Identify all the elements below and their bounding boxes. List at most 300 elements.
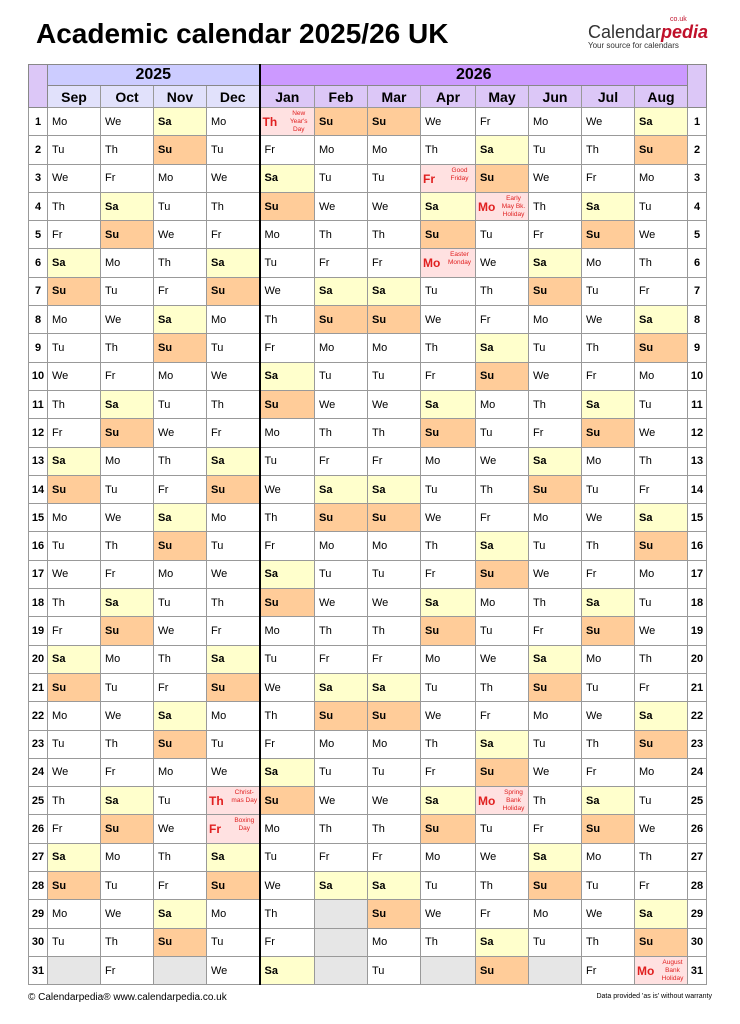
day-cell[interactable]: Tu xyxy=(421,277,476,305)
day-cell[interactable]: Th xyxy=(476,872,529,900)
day-cell[interactable]: Th xyxy=(421,730,476,758)
day-cell[interactable]: Fr xyxy=(48,617,101,645)
day-cell[interactable]: Su xyxy=(154,532,207,560)
day-cell[interactable]: Tu xyxy=(101,673,154,701)
day-cell[interactable]: Th xyxy=(635,447,688,475)
day-cell[interactable]: Fr xyxy=(368,249,421,277)
day-cell[interactable]: We xyxy=(635,617,688,645)
day-cell[interactable]: We xyxy=(101,900,154,928)
day-cell[interactable]: We xyxy=(260,277,315,305)
day-cell[interactable]: Th xyxy=(48,192,101,220)
day-cell[interactable]: Mo xyxy=(582,645,635,673)
holiday-cell[interactable] xyxy=(207,787,260,815)
day-cell[interactable]: Su xyxy=(368,108,421,136)
day-cell[interactable]: Th xyxy=(582,730,635,758)
day-cell[interactable]: Sa xyxy=(48,249,101,277)
day-cell[interactable]: Th xyxy=(529,192,582,220)
day-cell[interactable]: Mo xyxy=(582,249,635,277)
day-cell[interactable]: Su xyxy=(635,532,688,560)
day-cell[interactable]: Sa xyxy=(260,956,315,984)
day-cell[interactable]: Mo xyxy=(207,702,260,730)
day-cell[interactable]: We xyxy=(476,447,529,475)
day-cell[interactable]: Su xyxy=(154,730,207,758)
day-cell[interactable]: Fr xyxy=(368,645,421,673)
day-cell[interactable]: Sa xyxy=(154,900,207,928)
day-cell[interactable]: Su xyxy=(48,673,101,701)
day-cell[interactable]: Fr xyxy=(421,758,476,786)
day-cell[interactable]: Su xyxy=(154,136,207,164)
day-cell[interactable]: We xyxy=(101,108,154,136)
day-cell[interactable]: Mo xyxy=(529,504,582,532)
day-cell[interactable]: We xyxy=(48,758,101,786)
day-cell[interactable]: Mo xyxy=(154,758,207,786)
day-cell[interactable]: Sa xyxy=(476,928,529,956)
day-cell[interactable]: Su xyxy=(207,673,260,701)
day-cell[interactable]: Su xyxy=(368,504,421,532)
empty-day-cell[interactable] xyxy=(315,956,368,984)
day-cell[interactable]: Tu xyxy=(635,390,688,418)
day-cell[interactable]: Sa xyxy=(635,108,688,136)
day-cell[interactable]: We xyxy=(207,362,260,390)
day-cell[interactable]: Th xyxy=(582,928,635,956)
day-cell[interactable]: Sa xyxy=(476,532,529,560)
day-cell[interactable]: Tu xyxy=(368,164,421,192)
day-cell[interactable]: Tu xyxy=(315,560,368,588)
day-cell[interactable]: Th xyxy=(529,589,582,617)
day-cell[interactable]: Th xyxy=(207,390,260,418)
day-cell[interactable]: Mo xyxy=(207,306,260,334)
day-cell[interactable]: Tu xyxy=(48,334,101,362)
day-cell[interactable]: Su xyxy=(368,702,421,730)
day-cell[interactable]: Mo xyxy=(48,702,101,730)
day-cell[interactable]: Mo xyxy=(368,334,421,362)
day-cell[interactable]: Sa xyxy=(368,673,421,701)
day-cell[interactable]: Su xyxy=(315,504,368,532)
day-cell[interactable]: Fr xyxy=(476,108,529,136)
day-cell[interactable]: Mo xyxy=(368,532,421,560)
day-cell[interactable]: Tu xyxy=(529,136,582,164)
day-cell[interactable]: We xyxy=(260,475,315,503)
day-cell[interactable]: Tu xyxy=(368,362,421,390)
day-cell[interactable]: Th xyxy=(101,730,154,758)
day-cell[interactable]: Fr xyxy=(476,306,529,334)
day-cell[interactable]: Tu xyxy=(101,475,154,503)
day-cell[interactable]: Su xyxy=(154,334,207,362)
day-cell[interactable]: Sa xyxy=(421,787,476,815)
day-cell[interactable]: Sa xyxy=(207,249,260,277)
day-cell[interactable]: Th xyxy=(368,815,421,843)
day-cell[interactable]: Fr xyxy=(48,221,101,249)
day-cell[interactable]: We xyxy=(154,617,207,645)
day-cell[interactable]: Tu xyxy=(154,192,207,220)
day-cell[interactable]: Fr xyxy=(582,560,635,588)
day-cell[interactable]: We xyxy=(368,787,421,815)
day-cell[interactable]: Su xyxy=(635,334,688,362)
day-cell[interactable]: Mo xyxy=(368,928,421,956)
day-cell[interactable]: Tu xyxy=(260,645,315,673)
day-cell[interactable]: Su xyxy=(48,475,101,503)
day-cell[interactable]: Su xyxy=(260,192,315,220)
day-cell[interactable]: Fr xyxy=(421,560,476,588)
day-cell[interactable]: Sa xyxy=(101,589,154,617)
day-cell[interactable]: Fr xyxy=(421,362,476,390)
day-cell[interactable]: Tu xyxy=(582,475,635,503)
day-cell[interactable]: We xyxy=(207,758,260,786)
day-cell[interactable]: Mo xyxy=(48,108,101,136)
day-cell[interactable]: Sa xyxy=(315,872,368,900)
day-cell[interactable]: Tu xyxy=(48,928,101,956)
day-cell[interactable]: Sa xyxy=(154,108,207,136)
day-cell[interactable]: We xyxy=(582,108,635,136)
day-cell[interactable]: Fr xyxy=(476,702,529,730)
day-cell[interactable]: Su xyxy=(260,390,315,418)
day-cell[interactable]: Su xyxy=(101,221,154,249)
day-cell[interactable]: We xyxy=(315,390,368,418)
day-cell[interactable]: We xyxy=(582,702,635,730)
holiday-cell[interactable] xyxy=(421,164,476,192)
day-cell[interactable]: Th xyxy=(421,334,476,362)
holiday-cell[interactable] xyxy=(421,249,476,277)
day-cell[interactable]: We xyxy=(476,645,529,673)
day-cell[interactable]: Fr xyxy=(582,362,635,390)
day-cell[interactable]: Tu xyxy=(48,730,101,758)
day-cell[interactable]: Su xyxy=(635,928,688,956)
holiday-cell[interactable] xyxy=(476,787,529,815)
day-cell[interactable]: Th xyxy=(635,249,688,277)
day-cell[interactable]: Sa xyxy=(368,277,421,305)
day-cell[interactable]: Mo xyxy=(529,702,582,730)
day-cell[interactable]: Fr xyxy=(582,956,635,984)
day-cell[interactable]: Su xyxy=(582,617,635,645)
holiday-cell[interactable] xyxy=(260,108,315,136)
day-cell[interactable]: Sa xyxy=(260,362,315,390)
day-cell[interactable]: Tu xyxy=(154,390,207,418)
empty-day-cell[interactable] xyxy=(315,900,368,928)
day-cell[interactable]: We xyxy=(48,362,101,390)
day-cell[interactable]: Th xyxy=(315,815,368,843)
day-cell[interactable]: Tu xyxy=(154,787,207,815)
day-cell[interactable]: Mo xyxy=(421,645,476,673)
day-cell[interactable]: Su xyxy=(315,108,368,136)
day-cell[interactable]: Th xyxy=(635,645,688,673)
day-cell[interactable]: Mo xyxy=(260,221,315,249)
day-cell[interactable]: Fr xyxy=(582,164,635,192)
day-cell[interactable]: Th xyxy=(421,532,476,560)
day-cell[interactable]: Th xyxy=(260,504,315,532)
day-cell[interactable]: We xyxy=(315,589,368,617)
day-cell[interactable]: We xyxy=(368,390,421,418)
day-cell[interactable]: Mo xyxy=(48,900,101,928)
day-cell[interactable]: We xyxy=(635,815,688,843)
day-cell[interactable]: Tu xyxy=(529,928,582,956)
day-cell[interactable]: Mo xyxy=(368,730,421,758)
day-cell[interactable]: Mo xyxy=(635,362,688,390)
day-cell[interactable]: Th xyxy=(368,617,421,645)
day-cell[interactable]: Sa xyxy=(154,306,207,334)
day-cell[interactable]: Tu xyxy=(154,589,207,617)
day-cell[interactable]: We xyxy=(635,221,688,249)
day-cell[interactable]: Mo xyxy=(635,560,688,588)
day-cell[interactable]: Fr xyxy=(207,617,260,645)
day-cell[interactable]: We xyxy=(582,900,635,928)
day-cell[interactable]: Th xyxy=(315,221,368,249)
day-cell[interactable]: Sa xyxy=(315,673,368,701)
day-cell[interactable]: Mo xyxy=(154,560,207,588)
day-cell[interactable]: Fr xyxy=(260,928,315,956)
day-cell[interactable]: Su xyxy=(154,928,207,956)
day-cell[interactable]: We xyxy=(529,758,582,786)
day-cell[interactable]: Sa xyxy=(635,702,688,730)
day-cell[interactable]: Su xyxy=(101,617,154,645)
day-cell[interactable]: Mo xyxy=(529,306,582,334)
day-cell[interactable]: Sa xyxy=(101,192,154,220)
day-cell[interactable]: Mo xyxy=(101,645,154,673)
day-cell[interactable]: Mo xyxy=(529,108,582,136)
day-cell[interactable]: Th xyxy=(260,900,315,928)
day-cell[interactable]: Tu xyxy=(582,872,635,900)
day-cell[interactable]: Fr xyxy=(529,815,582,843)
day-cell[interactable]: Su xyxy=(582,221,635,249)
day-cell[interactable]: Th xyxy=(101,334,154,362)
day-cell[interactable]: We xyxy=(368,192,421,220)
day-cell[interactable]: Su xyxy=(582,419,635,447)
day-cell[interactable]: We xyxy=(154,221,207,249)
day-cell[interactable]: Tu xyxy=(529,730,582,758)
day-cell[interactable]: Tu xyxy=(260,447,315,475)
day-cell[interactable]: Su xyxy=(315,306,368,334)
day-cell[interactable]: Fr xyxy=(315,645,368,673)
day-cell[interactable]: Tu xyxy=(368,758,421,786)
day-cell[interactable]: Su xyxy=(48,277,101,305)
day-cell[interactable]: We xyxy=(529,560,582,588)
day-cell[interactable]: Su xyxy=(529,673,582,701)
day-cell[interactable]: Sa xyxy=(582,589,635,617)
day-cell[interactable]: Sa xyxy=(582,787,635,815)
day-cell[interactable]: Su xyxy=(421,617,476,645)
day-cell[interactable]: Th xyxy=(48,390,101,418)
day-cell[interactable]: Th xyxy=(368,419,421,447)
day-cell[interactable]: Sa xyxy=(315,475,368,503)
day-cell[interactable]: We xyxy=(582,504,635,532)
day-cell[interactable]: Sa xyxy=(635,504,688,532)
day-cell[interactable]: Tu xyxy=(476,815,529,843)
holiday-cell[interactable] xyxy=(476,192,529,220)
day-cell[interactable]: Mo xyxy=(207,900,260,928)
day-cell[interactable]: Mo xyxy=(315,334,368,362)
day-cell[interactable]: Fr xyxy=(529,419,582,447)
day-cell[interactable]: Fr xyxy=(260,334,315,362)
day-cell[interactable]: Fr xyxy=(635,872,688,900)
day-cell[interactable]: Th xyxy=(207,192,260,220)
day-cell[interactable]: Su xyxy=(635,136,688,164)
day-cell[interactable]: Tu xyxy=(421,872,476,900)
day-cell[interactable]: Su xyxy=(635,730,688,758)
day-cell[interactable]: We xyxy=(260,673,315,701)
day-cell[interactable]: Sa xyxy=(154,702,207,730)
day-cell[interactable]: Th xyxy=(48,589,101,617)
day-cell[interactable]: Mo xyxy=(207,504,260,532)
day-cell[interactable]: We xyxy=(207,560,260,588)
day-cell[interactable]: We xyxy=(529,362,582,390)
day-cell[interactable]: Tu xyxy=(48,136,101,164)
day-cell[interactable]: Th xyxy=(582,334,635,362)
day-cell[interactable]: We xyxy=(315,787,368,815)
day-cell[interactable]: We xyxy=(101,306,154,334)
day-cell[interactable]: Sa xyxy=(207,843,260,871)
day-cell[interactable]: Th xyxy=(101,532,154,560)
day-cell[interactable]: Th xyxy=(582,532,635,560)
day-cell[interactable]: Su xyxy=(101,419,154,447)
day-cell[interactable]: Mo xyxy=(48,306,101,334)
day-cell[interactable]: Sa xyxy=(582,390,635,418)
day-cell[interactable]: We xyxy=(529,164,582,192)
day-cell[interactable]: Fr xyxy=(260,730,315,758)
day-cell[interactable]: We xyxy=(260,872,315,900)
day-cell[interactable]: Su xyxy=(582,815,635,843)
empty-day-cell[interactable] xyxy=(315,928,368,956)
day-cell[interactable]: Sa xyxy=(260,758,315,786)
day-cell[interactable]: Th xyxy=(154,447,207,475)
day-cell[interactable]: Mo xyxy=(421,843,476,871)
day-cell[interactable]: Sa xyxy=(476,334,529,362)
day-cell[interactable]: Fr xyxy=(154,872,207,900)
empty-day-cell[interactable] xyxy=(529,956,582,984)
holiday-cell[interactable] xyxy=(635,956,688,984)
day-cell[interactable]: Sa xyxy=(315,277,368,305)
day-cell[interactable]: Sa xyxy=(207,645,260,673)
day-cell[interactable]: Fr xyxy=(635,673,688,701)
day-cell[interactable]: Mo xyxy=(154,362,207,390)
day-cell[interactable]: Th xyxy=(529,390,582,418)
day-cell[interactable]: Tu xyxy=(421,475,476,503)
day-cell[interactable]: Mo xyxy=(635,164,688,192)
day-cell[interactable]: We xyxy=(421,108,476,136)
day-cell[interactable]: Mo xyxy=(101,249,154,277)
day-cell[interactable]: Tu xyxy=(207,928,260,956)
day-cell[interactable]: Su xyxy=(207,277,260,305)
day-cell[interactable]: Tu xyxy=(368,956,421,984)
day-cell[interactable]: Th xyxy=(101,928,154,956)
day-cell[interactable]: Tu xyxy=(260,843,315,871)
day-cell[interactable]: Sa xyxy=(368,475,421,503)
day-cell[interactable]: Mo xyxy=(315,730,368,758)
day-cell[interactable]: Tu xyxy=(582,277,635,305)
day-cell[interactable]: Tu xyxy=(476,617,529,645)
day-cell[interactable]: Sa xyxy=(368,872,421,900)
day-cell[interactable]: Tu xyxy=(529,532,582,560)
day-cell[interactable]: Sa xyxy=(582,192,635,220)
day-cell[interactable]: We xyxy=(476,249,529,277)
day-cell[interactable]: Tu xyxy=(635,787,688,815)
day-cell[interactable]: Fr xyxy=(154,673,207,701)
day-cell[interactable]: Sa xyxy=(48,645,101,673)
day-cell[interactable]: We xyxy=(48,164,101,192)
day-cell[interactable]: Mo xyxy=(207,108,260,136)
day-cell[interactable]: Fr xyxy=(529,617,582,645)
day-cell[interactable]: Th xyxy=(529,787,582,815)
holiday-cell[interactable] xyxy=(207,815,260,843)
day-cell[interactable]: Su xyxy=(207,475,260,503)
day-cell[interactable]: We xyxy=(207,956,260,984)
empty-day-cell[interactable] xyxy=(154,956,207,984)
day-cell[interactable]: Tu xyxy=(635,192,688,220)
day-cell[interactable]: Fr xyxy=(529,221,582,249)
day-cell[interactable]: Sa xyxy=(48,447,101,475)
day-cell[interactable]: We xyxy=(101,702,154,730)
day-cell[interactable]: Su xyxy=(207,872,260,900)
day-cell[interactable]: Sa xyxy=(421,390,476,418)
day-cell[interactable]: Th xyxy=(315,617,368,645)
day-cell[interactable]: Th xyxy=(421,136,476,164)
day-cell[interactable]: Fr xyxy=(582,758,635,786)
calendarpedia-logo[interactable] xyxy=(588,16,728,50)
day-cell[interactable]: Su xyxy=(476,362,529,390)
day-cell[interactable]: Su xyxy=(421,815,476,843)
day-cell[interactable]: Mo xyxy=(368,136,421,164)
day-cell[interactable]: Mo xyxy=(260,617,315,645)
day-cell[interactable]: Su xyxy=(315,702,368,730)
day-cell[interactable]: Th xyxy=(476,673,529,701)
day-cell[interactable]: Fr xyxy=(101,362,154,390)
day-cell[interactable]: Fr xyxy=(635,475,688,503)
day-cell[interactable]: Fr xyxy=(101,758,154,786)
day-cell[interactable]: Mo xyxy=(260,815,315,843)
day-cell[interactable]: Sa xyxy=(48,843,101,871)
day-cell[interactable]: Sa xyxy=(154,504,207,532)
day-cell[interactable]: Th xyxy=(101,136,154,164)
day-cell[interactable]: Su xyxy=(421,419,476,447)
day-cell[interactable]: Th xyxy=(368,221,421,249)
day-cell[interactable]: Tu xyxy=(635,589,688,617)
day-cell[interactable]: Fr xyxy=(154,277,207,305)
day-cell[interactable]: Sa xyxy=(635,900,688,928)
day-cell[interactable]: Fr xyxy=(315,447,368,475)
day-cell[interactable]: We xyxy=(582,306,635,334)
day-cell[interactable]: Mo xyxy=(635,758,688,786)
day-cell[interactable]: Sa xyxy=(207,447,260,475)
day-cell[interactable]: Fr xyxy=(48,815,101,843)
day-cell[interactable]: Su xyxy=(529,277,582,305)
day-cell[interactable]: Sa xyxy=(260,560,315,588)
day-cell[interactable]: Fr xyxy=(101,956,154,984)
day-cell[interactable]: Sa xyxy=(529,447,582,475)
day-cell[interactable]: Fr xyxy=(154,475,207,503)
day-cell[interactable]: Tu xyxy=(582,673,635,701)
day-cell[interactable]: Th xyxy=(421,928,476,956)
day-cell[interactable]: Mo xyxy=(476,390,529,418)
day-cell[interactable]: Su xyxy=(368,900,421,928)
day-cell[interactable]: Th xyxy=(315,419,368,447)
day-cell[interactable]: Sa xyxy=(476,136,529,164)
day-cell[interactable]: Th xyxy=(154,843,207,871)
day-cell[interactable]: Th xyxy=(207,589,260,617)
day-cell[interactable]: Tu xyxy=(315,758,368,786)
day-cell[interactable]: Tu xyxy=(476,419,529,447)
day-cell[interactable]: Sa xyxy=(260,164,315,192)
day-cell[interactable]: Fr xyxy=(315,249,368,277)
day-cell[interactable]: We xyxy=(635,419,688,447)
day-cell[interactable]: Mo xyxy=(315,136,368,164)
day-cell[interactable]: Tu xyxy=(48,532,101,560)
day-cell[interactable]: Su xyxy=(529,475,582,503)
day-cell[interactable]: Th xyxy=(260,702,315,730)
day-cell[interactable]: Mo xyxy=(154,164,207,192)
day-cell[interactable]: Su xyxy=(260,589,315,617)
empty-day-cell[interactable] xyxy=(421,956,476,984)
day-cell[interactable]: Su xyxy=(476,164,529,192)
day-cell[interactable]: Mo xyxy=(48,504,101,532)
day-cell[interactable]: Tu xyxy=(101,872,154,900)
